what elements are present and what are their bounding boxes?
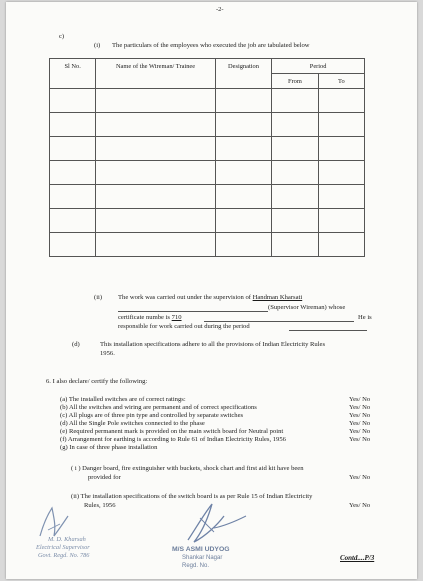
item-ii-line1 xyxy=(118,294,302,302)
table-row xyxy=(50,89,365,113)
item-ii-line3-end: He is xyxy=(358,314,372,321)
declaration-item-a: (a) The installed switches are of correct ratings: xyxy=(60,396,186,403)
header-to: To xyxy=(318,74,364,89)
table-row xyxy=(50,233,365,257)
declaration-item-b: (b) All the switches and wiring are permanent and of correct specifications xyxy=(60,404,257,411)
sub-item-ii-line2: Rules, 1956 xyxy=(84,502,116,509)
declaration-item-c: (c) All plugs are of three pin type and controlled by separate switches xyxy=(60,412,244,419)
supervisor-regd-stamp: Govt. Regd. No. 786 xyxy=(38,552,90,559)
answer-sub-i: Yes/ No xyxy=(349,474,371,481)
table-row xyxy=(50,161,365,185)
answer-sub-ii: Yes/ No xyxy=(349,502,371,509)
supervisor-name: Handman Kharsati xyxy=(252,294,303,301)
section-6-heading: 6. I also declare/ certify the following: xyxy=(46,378,148,385)
sub-item-ii-line1: (ii) The installation specifications of the switch board is as per Rule 15 of Indian Electricity xyxy=(71,493,313,500)
answer-b: Yes/ No xyxy=(349,404,371,411)
answer-e: Yes/ No xyxy=(349,428,371,435)
answer-c: Yes/ No xyxy=(349,412,371,419)
blank-line xyxy=(204,321,354,322)
answer-d: Yes/ No xyxy=(349,420,371,427)
page-number: -2- xyxy=(216,6,224,13)
item-i-text: The particulars of the employees who executed the job are tabulated below xyxy=(112,42,310,49)
cert-label: certificate numbe is xyxy=(118,314,172,321)
table-row xyxy=(50,113,365,137)
item-d-number: (d) xyxy=(72,341,80,348)
item-ii-line3 xyxy=(118,314,182,322)
item-ii-line1-text: The work was carried out under the supervision of xyxy=(118,294,253,301)
blank-line xyxy=(118,311,268,312)
header-designation: Designation xyxy=(215,59,272,89)
item-ii-number: (ii) xyxy=(94,294,103,301)
blank-line xyxy=(289,330,367,331)
declaration-item-f: (f) Arrangement for earthing is according to Rule 61 of Indian Electricity Rules, 1956 xyxy=(60,436,286,443)
certificate-number: 710 xyxy=(171,314,182,321)
header-name: Name of the Wireman/ Trainee xyxy=(96,59,215,89)
contractor-stamp-address: Shankar Nagar xyxy=(182,555,223,561)
employees-table xyxy=(49,58,365,257)
supervisor-name-stamp: M. D. Kharsah xyxy=(48,536,86,543)
table-row xyxy=(50,185,365,209)
section-c-label: c) xyxy=(59,33,65,40)
header-period: Period xyxy=(272,59,365,74)
supervisor-title-stamp: Electrical Supervisor xyxy=(36,544,90,551)
table-row xyxy=(50,209,365,233)
item-d-text-1: This installation specifications adhere to all the provisions of Indian Electricity Rules xyxy=(100,341,326,348)
document-page xyxy=(6,2,417,579)
sub-item-i-line1: ( i ) Danger board, fire extinguisher with buckets, shock chart and first aid kit have been xyxy=(71,465,304,472)
header-sl-no: Sl No. xyxy=(50,59,96,89)
item-ii-line2: (Supervisor Wireman) whose xyxy=(268,304,346,311)
answer-f: Yes/ No xyxy=(349,436,371,443)
header-from: From xyxy=(272,74,318,89)
declaration-item-e: (e) Required permanent mark is provided on the main switch board for Neutral point xyxy=(60,428,284,435)
contractor-stamp-name: M/S ASMI UDYOG xyxy=(172,546,230,553)
item-ii-line4: responsible for work carried out during the period xyxy=(118,323,250,330)
continued-marker: Contd....P/3 xyxy=(340,554,375,562)
answer-a: Yes/ No xyxy=(349,396,371,403)
sub-item-i-line2: provided for xyxy=(88,474,121,481)
declaration-item-d: (d) All the Single Pole switches connected to the phase xyxy=(60,420,205,427)
declaration-item-g: (g) In case of three phase installation xyxy=(60,444,158,451)
item-d-text-2: 1956. xyxy=(100,350,115,357)
contractor-stamp-regd: Regd. No. xyxy=(182,563,210,569)
contractor-signature xyxy=(184,498,250,548)
table-row xyxy=(50,137,365,161)
item-i-number: (i) xyxy=(94,42,101,49)
